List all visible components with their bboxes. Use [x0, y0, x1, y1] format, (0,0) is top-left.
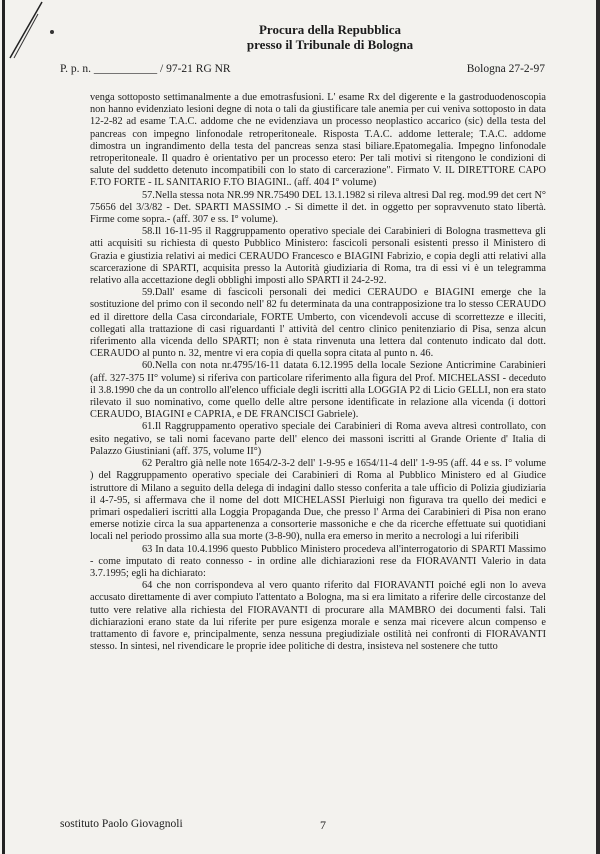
scan-edge-left [2, 0, 5, 854]
letterhead [0, 22, 600, 52]
letterhead-title: Procura della Repubblica [258, 22, 402, 37]
reference-line [60, 63, 545, 75]
letterhead-subtitle: presso il Tribunale di Bologna [246, 37, 414, 52]
paragraph: 57.Nella stessa nota NR.99 NR.75490 DEL 13.1.1982 si rileva altresì Dal reg. mod.99 det cert N° 75656 del 3/3/82 - Det. SPARTI MASSIMO .- Si dimette il det. in oggetto per sopravvenuto stato libertà. Firme come sopra.- (aff. 307 e ss. I° volume). [90, 189, 546, 226]
paragraph: 64 che non corrispondeva al vero quanto riferito dal FIORAVANTI poiché egli non lo aveva accusato direttamente di aver compiuto l'attentato a Bologna, ma si era limitato a riferire delle circostanze del tutto vere relative alla richiesta del FIORAVANTI di procurare alla MAMBRO dei documenti falsi. Tali dichiarazioni erano state da lui riferite per pure esigenza morale e senza mai ricevere alcun compenso e trattamento di favore e, principalmente, senza nessuna pregiudiziale ostilità nei confronti di FIORAVANTI stesso. In sintesi, nel rivendicare le proprie idee politiche di destra, insisteva nel sostenere che tutto [90, 580, 546, 653]
case-number: P. p. n. ___________ / 97-21 RG NR [60, 63, 231, 75]
scan-edge-right [596, 0, 600, 854]
place-date: Bologna 27-2-97 [466, 63, 545, 75]
signature-line: sostituto Paolo Giovagnoli [60, 818, 183, 830]
page-number: 7 [320, 818, 326, 832]
paragraph: 60.Nella con nota nr.4795/16-11 datata 6.12.1995 della locale Sezione Anticrimine Carabinieri (aff. 327-375 II° volume) si riferiva con particolare riferimento alla figura del Prof. MICHELASSI - deceduto il 3.8.1990 che da un controllo all'elenco ufficiale degli iscritti alla LOGGIA P2 di Licio GELLI, non era stato rilevato il suo nominativo, come quello delle altre persone identificate in relazione alla vicenda (i dottori CERAUDO, BIAGINI e CAPRIA, e DE FRANCISCI Gabriele). [90, 360, 546, 421]
paragraph: 59.Dall' esame di fascicoli personali dei medici CERAUDO e BIAGINI emerge che la sostituzione del primo con il secondo nell' 82 fu determinata da una contrapposizione tra lo stesso CERAUDO ed il direttore della Casa circondariale, FORTE Umberto, con vicendevoli accuse di scorrettezze e illeciti, collegati alla trattazione di casi riguardanti l' attività del centro clinico penitenziario di Pisa, senza alcun riferimento alla vicenda dello SPARTI; non è stata rinvenuta una lettera dal contenuto indicato dal dott. CERAUDO al punto n. 32, mentre vi era copia di quella sopra citata al punto n. 46. [90, 287, 546, 360]
paragraph: venga sottoposto settimanalmente a due emotrasfusioni. L' esame Rx del digerente e la gastroduodenoscopia non hanno evidenziato lesioni degne di nota o tali da giustificare tale anemia per cui veniva sottoposto in data 12-2-82 ad esame T.A.C. addome che ne evidenziava un processo neoplastico accarico (sic) della testa del pancreas con impegno linfonodale retroperitoneale. Risposta T.A.C. addome letterale; T.A.C. addome dimostra un ingrandimento della testa del pancreas senza stasi biliare.Epatomegalia. Impegno linfonodale retroperitoneale. Il quadro è orientativo per un processo etero: Per tali motivi si ritengono le condizioni di salute del suddetto detenuto incompatibili con lo stato di carcerazione". Firmato V. IL DIRETTORE CAPO F.TO FORTE - IL SANITARIO F.TO BIAGINI.. (aff. 404 I° volume) [90, 92, 546, 189]
paragraph: 63 In data 10.4.1996 questo Pubblico Ministero procedeva all'interrogatorio di SPARTI Massimo - come imputato di reato connesso - in ordine alle dichiarazioni rese da FIORAVANTI Valerio in data 3.7.1995; egli ha dichiarato: [90, 543, 546, 579]
paragraph: 62 Peraltro già nelle note 1654/2-3-2 dell' 1-9-95 e 1654/11-4 dell' 1-9-95 (aff. 44 e ss. I° volume ) del Raggruppamento operativo speciale dei Carabinieri di Roma al Pubblico Ministero ed al Giudice istruttore di Milano a seguito della delega di indagini dallo stesso conferita a tale ufficio di Polizia giudiziaria il 4-7-95, si affermava che il nome del dott MICHELASSI Pierluigi non figurava tra quello dei medici e primari ospedalieri iscritti alla Loggia Propaganda Due, che presso l' Arma dei Carabinieri di Pisa non erano emerse notizie circa la sua appartenenza a consorterie massoniche e che da ricerche effettuate sui quotidiani locali nel periodo prossimo alla sua morte (3-8-90), nulla era emerso in merito a necrologi a lui riferibili [90, 458, 546, 543]
document-body [90, 92, 546, 653]
paragraph: 58.Il 16-11-95 il Raggruppamento operativo speciale dei Carabinieri di Bologna trasmetteva gli atti acquisiti su richiesta di questo Pubblico Ministero: fascicoli personali esistenti presso il Ministero di Grazia e giustizia relativi ai medici CERAUDO Francesco e BIAGINI Fabrizio, e copia degli atti relativi alla scarcerazione di SPARTI, acquisita presso la Autorità giudiziaria di Roma, tra di essi vi è un telegramma relativo alla accettazione degli obblighi imposti allo SPARTI il 24-2-92. [90, 226, 546, 287]
paragraph: 61.Il Raggruppamento operativo speciale dei Carabinieri di Roma aveva altresì controllato, con esito negativo, se tali nomi facevano parte dell' elenco dei massoni iscritti al Grande Oriente d' Italia di Palazzo Giustiniani (aff. 375, volume II°) [90, 421, 546, 457]
